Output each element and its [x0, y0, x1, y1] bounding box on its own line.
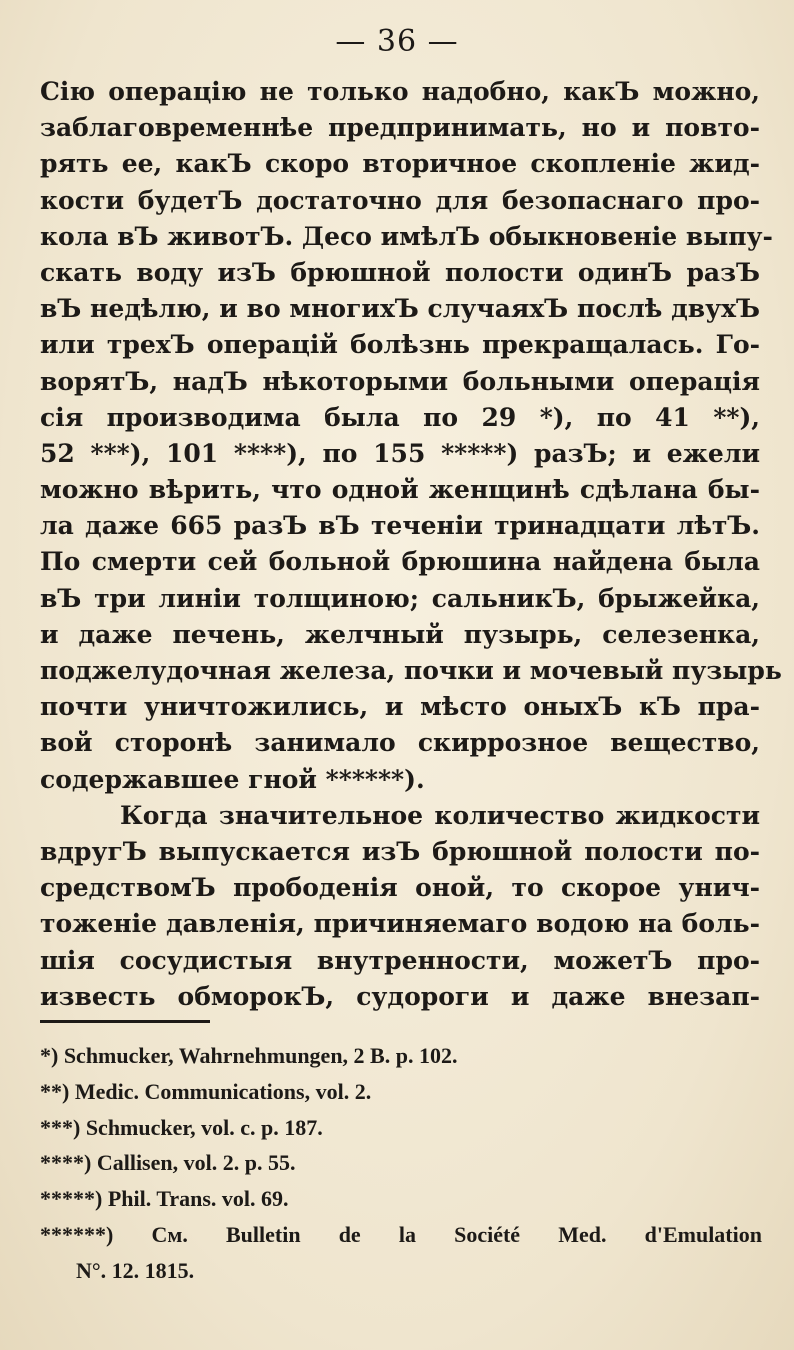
footnote: *****) Phil. Trans. vol. 69.: [40, 1186, 289, 1212]
text-line: и даже печень, желчный пузырь, селезенка,: [40, 619, 760, 649]
body-text: [40, 74, 782, 1015]
footnote: ******) См. Bulletin de la Société Med. d'Emulation: [40, 1221, 762, 1247]
text-line: поджелудочная железа, почки и мочевый пузырь: [40, 656, 782, 685]
text-line: можно вѣрить, что одной женщинѣ сдѣлана бы-: [40, 475, 760, 505]
text-line: Когда значительное количество жидкости: [120, 800, 760, 830]
text-line: кола вЪ животЪ. Десо имѣлЪ обыкновеніе выпу-: [40, 221, 773, 251]
text-line: рять ее, какЪ скоро вторичное скопленіе жид-: [40, 149, 760, 179]
page-number: — 36 —: [335, 24, 459, 59]
text-line: Сію операцію не только надобно, какЪ можно,: [40, 77, 760, 106]
text-line: По смерти сей больной брюшина найдена была: [40, 547, 760, 577]
footnote: *) Schmucker, Wahrnehmungen, 2 B. p. 102.: [40, 1043, 458, 1068]
text-line: 52 ***), 101 ****), по 155 *****) разЪ; и ежели: [40, 438, 760, 468]
text-line: тоженіе давленія, причиняемаго водою на боль-: [40, 909, 760, 939]
text-line: ла даже 665 разЪ вЪ теченіи тринадцати лѣтЪ.: [40, 511, 760, 541]
text-line: почти уничтожились, и мѣсто оныхЪ кЪ пра-: [40, 692, 760, 722]
text-line: известь обморокЪ, судороги и даже внезап-: [40, 981, 760, 1011]
text-line: сія производима была по 29 *), по 41 **),: [40, 402, 760, 432]
text-line: или трехЪ операцій болѣзнь прекращалась. Го-: [40, 330, 760, 360]
text-line: средствомЪ прободенія оной, то скорое унич-: [40, 873, 760, 903]
footnote: ****) Callisen, vol. 2. p. 55.: [40, 1150, 296, 1176]
text-line: вой сторонѣ занимало скиррозное вещество,: [40, 728, 760, 758]
footnote-rule: [40, 1020, 210, 1023]
footnotes: [40, 1038, 762, 1289]
text-line: кости будетЪ достаточно для безопаснаго про-: [40, 185, 760, 215]
text-line: шія сосудистыя внутренности, можетЪ про-: [40, 945, 760, 975]
text-line: заблаговременнѣе предпринимать, но и повто-: [40, 113, 760, 143]
text-line: вЪ три линіи толщиною; сальникЪ, брыжейка,: [40, 583, 760, 613]
text-line: вЪ недѣлю, и во многихЪ случаяхЪ послѣ двухЪ: [40, 294, 760, 324]
text-line: вдругЪ выпускается изЪ брюшной полости по-: [40, 836, 760, 866]
footnote-continuation: N°. 12. 1815.: [76, 1257, 195, 1283]
text-line: содержавшее гной ******).: [40, 764, 425, 794]
text-line: скать воду изЪ брюшной полости одинЪ разЪ: [40, 257, 760, 287]
footnote: **) Medic. Communications, vol. 2.: [40, 1078, 372, 1104]
text-line: ворятЪ, надЪ нѣкоторыми больными операція: [40, 366, 760, 396]
footnote: ***) Schmucker, vol. c. p. 187.: [40, 1114, 323, 1140]
